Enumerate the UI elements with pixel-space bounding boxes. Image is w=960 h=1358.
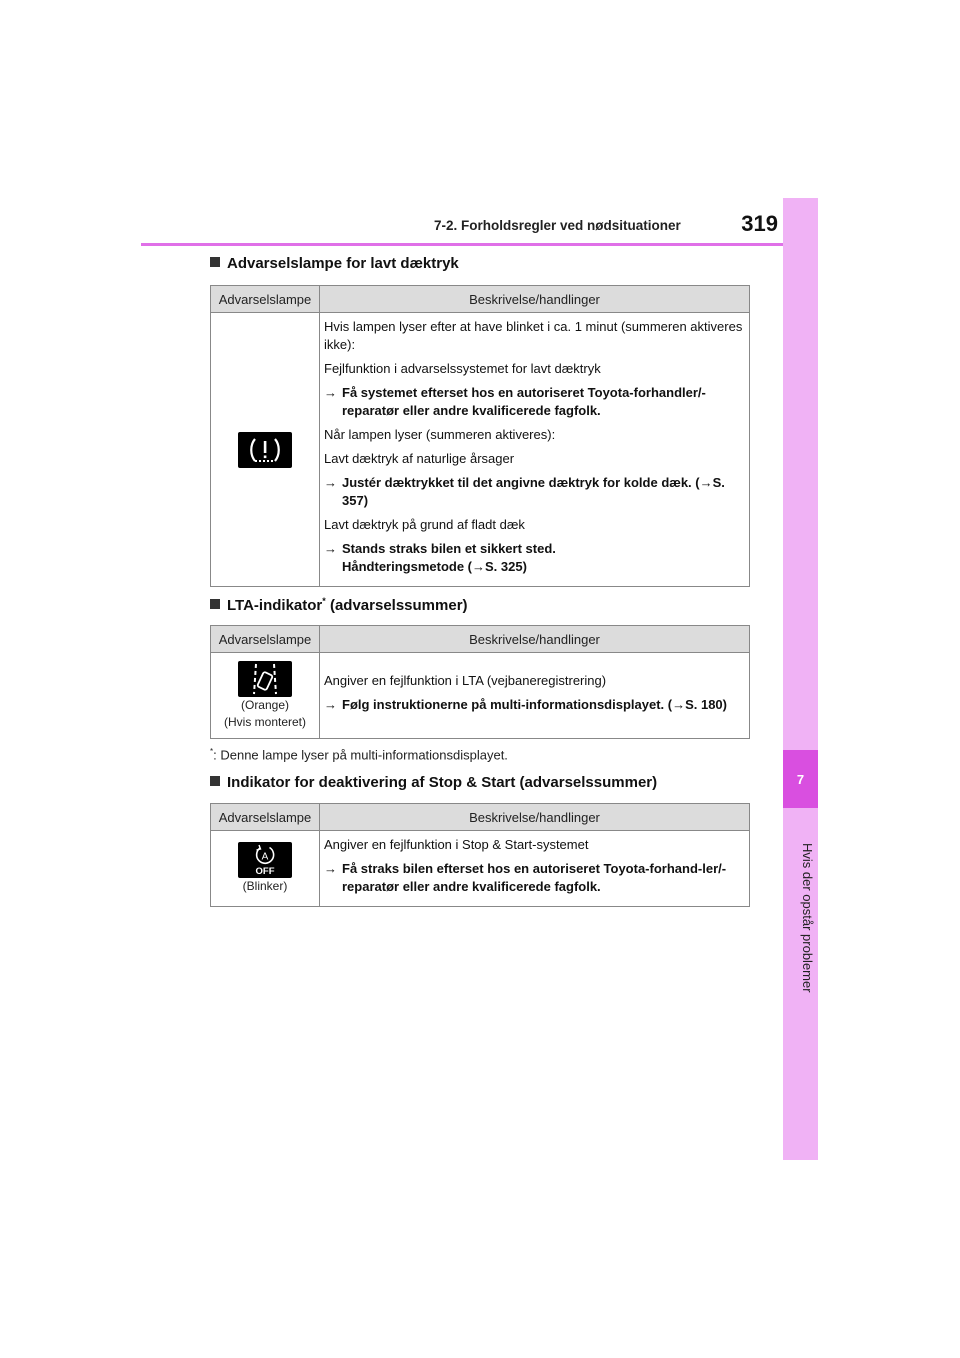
desc-text: Lavt dæktryk på grund af fladt dæk <box>324 517 525 532</box>
description-cell <box>320 313 750 587</box>
arrow-icon: → <box>324 475 337 490</box>
lta-table <box>210 625 750 739</box>
description-cell <box>320 831 750 907</box>
section-heading-lta: LTA-indikator* (advarselssummer) <box>210 596 468 614</box>
action-item: → Få straks bilen efterset hos en autoriseret Toyota-forhand-ler/-reparatør eller andre kvalificerede fagfolk. <box>324 861 727 894</box>
action-item: → Stands straks bilen et sikkert sted. Håndteringsmetode (→S. 325) <box>324 541 556 574</box>
desc-text: Angiver en fejlfunktion i LTA (vejbaneregistrering) <box>324 673 607 688</box>
table-row <box>211 653 750 739</box>
lamp-cell <box>211 313 320 587</box>
table-header-row <box>211 286 750 313</box>
section-heading-tire-pressure: Advarselslampe for lavt dæktryk <box>210 255 459 272</box>
table-header-row <box>211 804 750 831</box>
tire-pressure-table <box>210 285 750 587</box>
square-bullet-icon <box>210 776 220 786</box>
icon-off-label: OFF <box>255 866 275 877</box>
section-heading-stop-start: Indikator for deaktivering af Stop & Start (advarselssummer) <box>210 774 657 791</box>
chapter-side-tab <box>783 198 818 1160</box>
desc-text: Lavt dæktryk af naturlige årsager <box>324 451 515 466</box>
lamp-cell <box>211 653 320 739</box>
table-header-row <box>211 626 750 653</box>
chapter-number: 7 <box>783 750 818 808</box>
description-cell <box>320 653 750 739</box>
desc-text: Fejlfunktion i advarselssystemet for lavt dæktryk <box>324 361 601 376</box>
page-number: 319 <box>741 211 778 236</box>
desc-text: Hvis lampen lyser efter at have blinket i ca. 1 minut (summeren aktiveres ikke): <box>324 319 743 352</box>
tire-pressure-warning-icon <box>238 432 292 468</box>
lane-tracing-assist-icon <box>238 661 292 697</box>
action-item: → Justér dæktrykket til det angivne dæktryk for kolde dæk. (→S. 357) <box>324 475 725 508</box>
col-header-description: Beskrivelse/handlinger <box>320 286 750 313</box>
arrow-icon: → <box>324 697 337 712</box>
header-rule <box>141 243 783 246</box>
arrow-icon: → <box>324 861 337 876</box>
lamp-caption: (Orange) <box>240 697 290 712</box>
stop-start-off-icon <box>238 842 292 878</box>
lamp-caption: (Hvis monteret) <box>223 714 306 729</box>
square-bullet-icon <box>210 599 220 609</box>
desc-text: Angiver en fejlfunktion i Stop & Start-systemet <box>324 837 589 852</box>
icon-letter: A <box>261 851 269 863</box>
arrow-icon: → <box>324 541 337 556</box>
chapter-title: 7-2. Forholdsregler ved nødsituationer <box>434 218 681 233</box>
desc-text: Når lampen lyser (summeren aktiveres): <box>324 427 556 442</box>
lamp-caption: (Blinker) <box>242 879 288 893</box>
chapter-label: Hvis der opstår problemer <box>800 843 815 993</box>
table-row <box>211 313 750 587</box>
lamp-cell <box>211 831 320 907</box>
footnote: *: Denne lampe lyser på multi-informationsdisplayet. <box>210 747 508 763</box>
action-item: → Følg instruktionerne på multi-informationsdisplayet. (→S. 180) <box>324 697 727 712</box>
arrow-icon: → <box>324 385 337 400</box>
square-bullet-icon <box>210 257 220 267</box>
table-row <box>211 831 750 907</box>
col-header-description: Beskrivelse/handlinger <box>320 804 750 831</box>
col-header-lamp: Advarselslampe <box>211 804 320 831</box>
stop-start-table <box>210 803 750 907</box>
col-header-lamp: Advarselslampe <box>211 286 320 313</box>
col-header-lamp: Advarselslampe <box>211 626 320 653</box>
action-item: → Få systemet efterset hos en autoriseret Toyota-forhandler/-reparatør eller andre kvalificerede fagfolk. <box>324 385 706 418</box>
col-header-description: Beskrivelse/handlinger <box>320 626 750 653</box>
